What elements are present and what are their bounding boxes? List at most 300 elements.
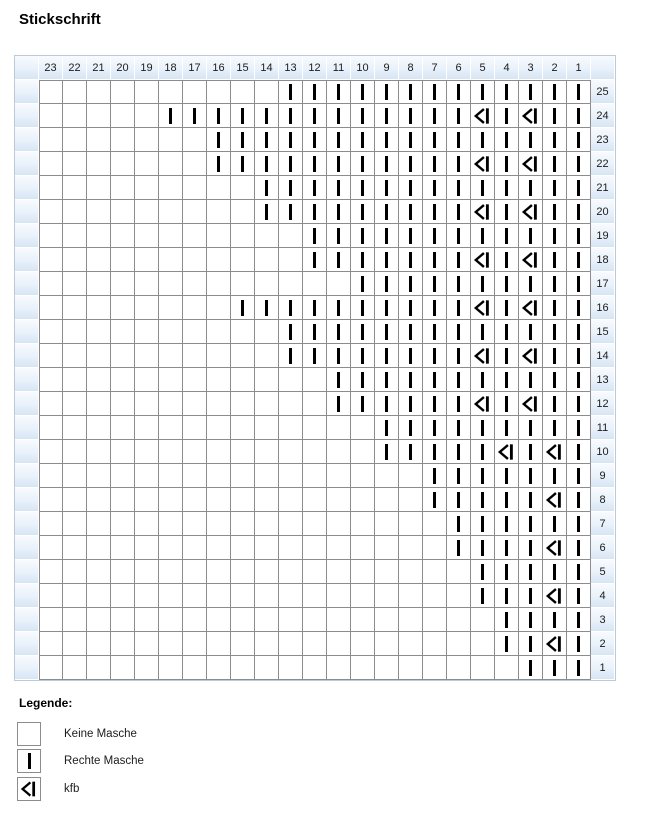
- grid-cell: [207, 80, 231, 104]
- knit-bar-icon: [577, 132, 580, 148]
- grid-cell: [351, 632, 375, 656]
- knit-cell: [207, 104, 231, 128]
- knit-cell: [471, 536, 495, 560]
- knit-cell: [519, 368, 543, 392]
- knit-cell: [375, 320, 399, 344]
- kfb-cell: [471, 344, 495, 368]
- knit-cell: [375, 248, 399, 272]
- knit-bar-icon: [433, 84, 436, 100]
- row-margin-cell: [15, 224, 39, 248]
- knit-cell: [519, 584, 543, 608]
- knit-bar-icon: [553, 300, 556, 316]
- knit-cell: [495, 584, 519, 608]
- grid-cell: [447, 584, 471, 608]
- knit-cell: [519, 320, 543, 344]
- knit-cell: [567, 344, 591, 368]
- grid-cell: [63, 584, 87, 608]
- knit-bar-icon: [169, 108, 172, 124]
- knit-cell: [543, 368, 567, 392]
- knit-cell: [567, 416, 591, 440]
- knit-bar-icon: [457, 348, 460, 364]
- grid-cell: [207, 584, 231, 608]
- knit-cell: [567, 152, 591, 176]
- grid-cell: [87, 392, 111, 416]
- grid-cell: [231, 440, 255, 464]
- grid-cell: [183, 656, 207, 680]
- grid-cell: [159, 272, 183, 296]
- knit-cell: [399, 440, 423, 464]
- grid-cell: [135, 224, 159, 248]
- knit-cell: [567, 104, 591, 128]
- grid-cell: [39, 128, 63, 152]
- grid-cell: [63, 248, 87, 272]
- kfb-icon: [543, 584, 566, 608]
- grid-cell: [279, 464, 303, 488]
- knit-bar-icon: [433, 180, 436, 196]
- knit-cell: [519, 560, 543, 584]
- knit-cell: [351, 128, 375, 152]
- grid-cell: [183, 488, 207, 512]
- grid-cell: [183, 200, 207, 224]
- column-header: 2: [543, 56, 567, 80]
- knit-cell: [471, 440, 495, 464]
- knit-cell: [567, 512, 591, 536]
- grid-cell: [183, 560, 207, 584]
- knit-bar-icon: [265, 180, 268, 196]
- knit-cell: [351, 296, 375, 320]
- row-number: 19: [591, 224, 615, 248]
- column-header: 14: [255, 56, 279, 80]
- grid-cell: [255, 224, 279, 248]
- row-number: 15: [591, 320, 615, 344]
- knit-cell: [231, 104, 255, 128]
- row-margin-cell: [15, 536, 39, 560]
- row-number: 16: [591, 296, 615, 320]
- knit-cell: [567, 464, 591, 488]
- knit-cell: [423, 464, 447, 488]
- knit-cell: [495, 224, 519, 248]
- knit-cell: [567, 440, 591, 464]
- knit-bar-icon: [193, 108, 196, 124]
- grid-cell: [279, 248, 303, 272]
- grid-cell: [231, 416, 255, 440]
- knit-bar-icon: [28, 753, 31, 769]
- knit-cell: [303, 296, 327, 320]
- knit-cell: [399, 272, 423, 296]
- grid-cell: [87, 464, 111, 488]
- grid-cell: [207, 248, 231, 272]
- kfb-cell: [495, 440, 519, 464]
- knit-cell: [423, 320, 447, 344]
- knit-bar-icon: [409, 84, 412, 100]
- kfb-cell: [519, 344, 543, 368]
- knit-bar-icon: [289, 300, 292, 316]
- knit-bar-icon: [433, 324, 436, 340]
- grid-cell: [255, 512, 279, 536]
- knit-bar-icon: [313, 300, 316, 316]
- knit-cell: [567, 560, 591, 584]
- grid-cell: [111, 176, 135, 200]
- grid-cell: [207, 464, 231, 488]
- grid-cell: [87, 224, 111, 248]
- row-margin-cell: [15, 416, 39, 440]
- knit-bar-icon: [577, 276, 580, 292]
- grid-cell: [135, 248, 159, 272]
- grid-cell: [39, 392, 63, 416]
- grid-cell: [87, 368, 111, 392]
- grid-cell: [399, 584, 423, 608]
- column-header: 22: [63, 56, 87, 80]
- grid-cell: [327, 464, 351, 488]
- grid-cell: [159, 128, 183, 152]
- grid-cell: [255, 440, 279, 464]
- grid-cell: [63, 176, 87, 200]
- knit-bar-icon: [313, 228, 316, 244]
- grid-cell: [207, 368, 231, 392]
- knit-cell: [543, 80, 567, 104]
- kfb-cell: [543, 440, 567, 464]
- knit-bar-icon: [361, 276, 364, 292]
- knit-bar-icon: [217, 132, 220, 148]
- grid-cell: [231, 464, 255, 488]
- knit-cell: [471, 560, 495, 584]
- grid-cell: [231, 320, 255, 344]
- knit-bar-icon: [433, 204, 436, 220]
- grid-cell: [303, 632, 327, 656]
- knit-cell: [423, 248, 447, 272]
- grid-cell: [39, 632, 63, 656]
- knit-cell: [471, 512, 495, 536]
- knit-bar-icon: [529, 636, 532, 652]
- knit-cell: [327, 224, 351, 248]
- knit-bar-icon: [505, 132, 508, 148]
- knit-bar-icon: [481, 516, 484, 532]
- knit-cell: [567, 200, 591, 224]
- grid-cell: [183, 128, 207, 152]
- knit-cell: [423, 440, 447, 464]
- knit-cell: [255, 128, 279, 152]
- grid-cell: [471, 608, 495, 632]
- knit-bar-icon: [361, 372, 364, 388]
- grid-cell: [303, 368, 327, 392]
- knit-cell: [447, 464, 471, 488]
- grid-cell: [87, 344, 111, 368]
- grid-cell: [39, 152, 63, 176]
- grid-cell: [207, 656, 231, 680]
- knit-cell: [375, 224, 399, 248]
- knit-cell: [495, 104, 519, 128]
- grid-cell: [159, 488, 183, 512]
- knit-bar-icon: [241, 132, 244, 148]
- knit-cell: [399, 416, 423, 440]
- knit-cell: [495, 488, 519, 512]
- knit-cell: [567, 224, 591, 248]
- row-number: 1: [591, 656, 615, 680]
- row-margin-cell: [15, 248, 39, 272]
- knit-cell: [327, 296, 351, 320]
- grid-cell: [111, 632, 135, 656]
- grid-cell: [63, 488, 87, 512]
- knit-cell: [351, 392, 375, 416]
- knit-bar-icon: [409, 204, 412, 220]
- knit-cell: [471, 584, 495, 608]
- grid-cell: [423, 536, 447, 560]
- knit-bar-icon: [457, 84, 460, 100]
- grid-cell: [207, 560, 231, 584]
- knit-bar-icon: [481, 468, 484, 484]
- kfb-icon: [495, 440, 518, 464]
- knit-bar-icon: [577, 636, 580, 652]
- grid-cell: [231, 584, 255, 608]
- knit-cell: [543, 272, 567, 296]
- grid-cell: [87, 200, 111, 224]
- row-number: 4: [591, 584, 615, 608]
- knit-cell: [567, 320, 591, 344]
- grid-cell: [351, 584, 375, 608]
- row-number: 10: [591, 440, 615, 464]
- grid-cell: [135, 488, 159, 512]
- knit-cell: [327, 392, 351, 416]
- grid-cell: [231, 392, 255, 416]
- grid-cell: [87, 128, 111, 152]
- grid-cell: [375, 656, 399, 680]
- grid-cell: [183, 608, 207, 632]
- knit-bar-icon: [337, 300, 340, 316]
- knit-bar-icon: [433, 228, 436, 244]
- grid-cell: [231, 488, 255, 512]
- knit-bar-icon: [481, 444, 484, 460]
- knit-cell: [567, 488, 591, 512]
- knit-bar-icon: [289, 324, 292, 340]
- kfb-cell: [519, 152, 543, 176]
- knit-bar-icon: [553, 252, 556, 268]
- grid-cell: [255, 320, 279, 344]
- grid-cell: [87, 440, 111, 464]
- knit-bar-icon: [217, 108, 220, 124]
- corner-cell: [15, 56, 39, 80]
- knit-cell: [255, 176, 279, 200]
- knit-bar-icon: [553, 84, 556, 100]
- knit-cell: [447, 176, 471, 200]
- knit-cell: [519, 488, 543, 512]
- row-margin-cell: [15, 200, 39, 224]
- grid-cell: [279, 440, 303, 464]
- grid-cell: [231, 560, 255, 584]
- grid-cell: [159, 512, 183, 536]
- knit-cell: [375, 176, 399, 200]
- knit-bar-icon: [433, 276, 436, 292]
- grid-cell: [279, 584, 303, 608]
- knit-cell: [471, 128, 495, 152]
- grid-cell: [111, 224, 135, 248]
- corner-cell: [591, 56, 615, 80]
- kfb-icon: [18, 778, 40, 800]
- knit-cell: [471, 224, 495, 248]
- knit-bar-icon: [577, 612, 580, 628]
- knit-bar-icon: [553, 228, 556, 244]
- grid-cell: [159, 560, 183, 584]
- knit-cell: [423, 128, 447, 152]
- grid-cell: [207, 320, 231, 344]
- knit-bar-icon: [337, 252, 340, 268]
- knit-cell: [471, 368, 495, 392]
- knit-cell: [543, 128, 567, 152]
- row-number: 6: [591, 536, 615, 560]
- grid-cell: [135, 416, 159, 440]
- grid-cell: [279, 224, 303, 248]
- knit-bar-icon: [289, 108, 292, 124]
- grid-cell: [255, 392, 279, 416]
- grid-cell: [111, 392, 135, 416]
- knit-cell: [375, 80, 399, 104]
- knit-cell: [399, 104, 423, 128]
- knit-cell: [303, 248, 327, 272]
- grid-cell: [87, 80, 111, 104]
- column-header: 13: [279, 56, 303, 80]
- grid-cell: [303, 608, 327, 632]
- grid-cell: [231, 344, 255, 368]
- knit-bar-icon: [409, 132, 412, 148]
- knit-bar-icon: [457, 492, 460, 508]
- grid-cell: [399, 512, 423, 536]
- grid-cell: [255, 368, 279, 392]
- knit-bar-icon: [337, 348, 340, 364]
- row-margin-cell: [15, 608, 39, 632]
- grid-cell: [63, 344, 87, 368]
- knit-bar-icon: [433, 156, 436, 172]
- grid-cell: [135, 608, 159, 632]
- knit-cell: [495, 152, 519, 176]
- grid-cell: [231, 608, 255, 632]
- kfb-icon: [543, 632, 566, 656]
- grid-cell: [159, 440, 183, 464]
- knit-bar-icon: [433, 468, 436, 484]
- grid-cell: [135, 512, 159, 536]
- grid-cell: [207, 200, 231, 224]
- knit-bar-icon: [409, 228, 412, 244]
- knit-bar-icon: [361, 156, 364, 172]
- knit-bar-icon: [265, 108, 268, 124]
- knit-bar-icon: [361, 204, 364, 220]
- grid-cell: [111, 104, 135, 128]
- grid-cell: [159, 152, 183, 176]
- knit-cell: [543, 608, 567, 632]
- knit-bar-icon: [433, 444, 436, 460]
- grid-cell: [39, 320, 63, 344]
- grid-cell: [135, 344, 159, 368]
- grid-cell: [423, 512, 447, 536]
- grid-cell: [207, 344, 231, 368]
- grid-cell: [327, 632, 351, 656]
- knit-cell: [423, 368, 447, 392]
- kfb-cell: [543, 584, 567, 608]
- grid-cell: [207, 488, 231, 512]
- knit-cell: [495, 296, 519, 320]
- knit-bar-icon: [505, 516, 508, 532]
- grid-cell: [111, 368, 135, 392]
- knit-cell: [327, 344, 351, 368]
- kfb-cell: [471, 152, 495, 176]
- row-number: 9: [591, 464, 615, 488]
- knit-bar-icon: [529, 324, 532, 340]
- grid-cell: [39, 368, 63, 392]
- knit-cell: [279, 296, 303, 320]
- knit-bar-icon: [505, 180, 508, 196]
- knit-bar-icon: [457, 324, 460, 340]
- grid-cell: [135, 152, 159, 176]
- knit-cell: [471, 272, 495, 296]
- knit-bar-icon: [505, 276, 508, 292]
- knit-bar-icon: [361, 228, 364, 244]
- knit-bar-icon: [505, 396, 508, 412]
- grid-cell: [399, 464, 423, 488]
- grid-cell: [303, 656, 327, 680]
- knit-bar-icon: [577, 300, 580, 316]
- knit-cell: [375, 392, 399, 416]
- row-margin-cell: [15, 656, 39, 680]
- knit-cell: [519, 272, 543, 296]
- kfb-icon: [519, 296, 542, 320]
- keine-masche-symbol: [17, 722, 41, 746]
- grid-cell: [135, 368, 159, 392]
- knit-bar-icon: [505, 84, 508, 100]
- knit-cell: [519, 464, 543, 488]
- kfb-icon: [543, 488, 566, 512]
- grid-cell: [183, 344, 207, 368]
- knit-bar-icon: [361, 396, 364, 412]
- knit-bar-icon: [361, 132, 364, 148]
- grid-cell: [255, 248, 279, 272]
- grid-cell: [39, 512, 63, 536]
- grid-cell: [87, 152, 111, 176]
- grid-cell: [423, 608, 447, 632]
- grid-cell: [207, 176, 231, 200]
- kfb-cell: [471, 104, 495, 128]
- knit-cell: [543, 416, 567, 440]
- knit-bar-icon: [385, 252, 388, 268]
- kfb-symbol: [17, 777, 41, 801]
- knit-bar-icon: [553, 396, 556, 412]
- grid-cell: [159, 200, 183, 224]
- knit-cell: [303, 344, 327, 368]
- knit-bar-icon: [481, 276, 484, 292]
- grid-cell: [183, 440, 207, 464]
- knit-cell: [495, 560, 519, 584]
- grid-cell: [159, 632, 183, 656]
- kfb-icon: [471, 296, 494, 320]
- knit-bar-icon: [337, 396, 340, 412]
- knit-cell: [255, 296, 279, 320]
- knit-bar-icon: [529, 516, 532, 532]
- kfb-cell: [519, 200, 543, 224]
- grid-cell: [63, 224, 87, 248]
- knit-cell: [399, 152, 423, 176]
- grid-cell: [231, 200, 255, 224]
- grid-cell: [63, 200, 87, 224]
- grid-cell: [399, 632, 423, 656]
- knit-bar-icon: [457, 180, 460, 196]
- knit-cell: [495, 344, 519, 368]
- knit-cell: [327, 128, 351, 152]
- row-margin-cell: [15, 128, 39, 152]
- knit-bar-icon: [505, 204, 508, 220]
- knit-bar-icon: [457, 252, 460, 268]
- column-header: 10: [351, 56, 375, 80]
- knit-bar-icon: [409, 444, 412, 460]
- knit-bar-icon: [481, 84, 484, 100]
- grid-cell: [231, 632, 255, 656]
- grid-cell: [399, 656, 423, 680]
